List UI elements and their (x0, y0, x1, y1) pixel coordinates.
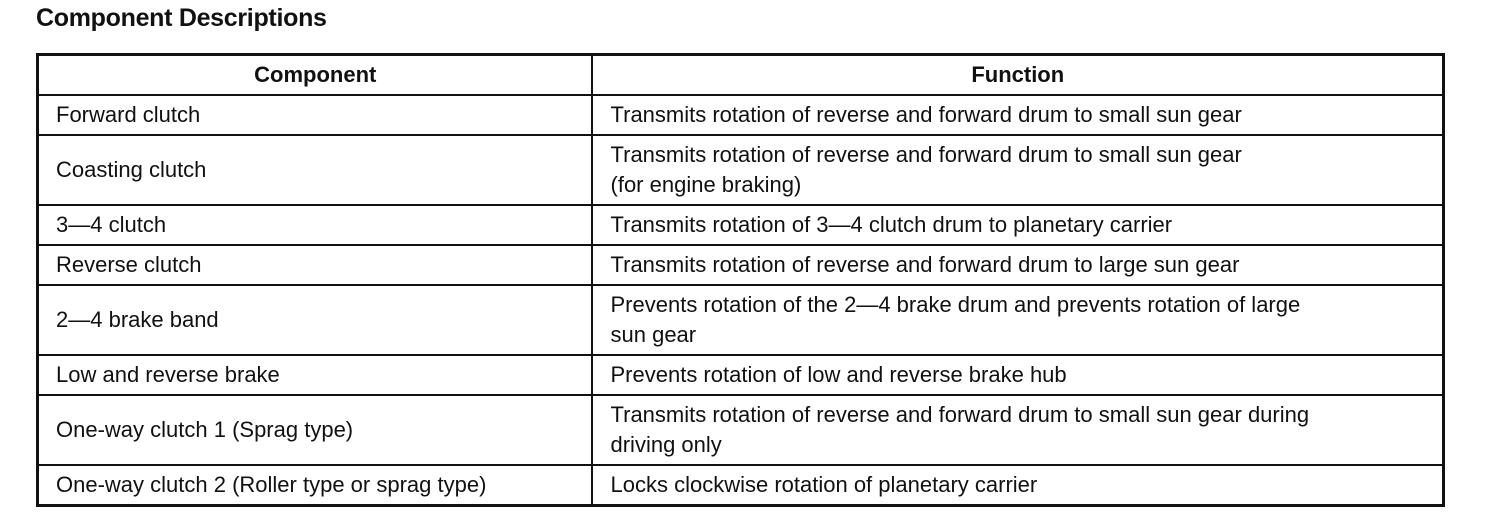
function-text: Locks clockwise rotation of planetary carrier (610, 472, 1038, 497)
table-row (38, 95, 1444, 135)
page-title: Component Descriptions (36, 4, 327, 32)
component-cell: 2—4 brake band (38, 285, 592, 355)
component-cell: Low and reverse brake (38, 355, 592, 395)
component-cell: Coasting clutch (38, 135, 592, 205)
component-table (36, 53, 1445, 507)
function-text: Transmits rotation of reverse and forward drum to small sun gear (610, 102, 1242, 127)
function-cell (592, 465, 1444, 506)
function-text: driving only (610, 432, 722, 457)
table-row (38, 355, 1444, 395)
function-text: sun gear (610, 322, 697, 347)
component-cell: Forward clutch (38, 95, 592, 135)
function-text: Transmits rotation of reverse and forward drum to small sun gear during (610, 402, 1310, 427)
function-cell (592, 245, 1444, 285)
function-cell (592, 395, 1444, 465)
function-cell (592, 95, 1444, 135)
function-cell (592, 205, 1444, 245)
column-header-function: Function (592, 55, 1444, 96)
function-text: (for engine braking) (610, 172, 802, 197)
function-text: Prevents rotation of the 2—4 brake drum and prevents rotation of large (610, 292, 1301, 317)
function-text: Transmits rotation of 3—4 clutch drum to planetary carrier (610, 212, 1173, 237)
table-row (38, 465, 1444, 506)
table-row (38, 285, 1444, 355)
function-text: Prevents rotation of low and reverse brake hub (610, 362, 1067, 387)
table-header-row (38, 55, 1444, 96)
column-header-component: Component (38, 55, 592, 96)
table-row (38, 395, 1444, 465)
function-cell (592, 355, 1444, 395)
function-text: Transmits rotation of reverse and forward drum to small sun gear (610, 142, 1242, 167)
table-row (38, 135, 1444, 205)
component-cell: Reverse clutch (38, 245, 592, 285)
component-cell: 3—4 clutch (38, 205, 592, 245)
component-cell: One-way clutch 1 (Sprag type) (38, 395, 592, 465)
function-text: Transmits rotation of reverse and forward drum to large sun gear (610, 252, 1240, 277)
component-cell: One-way clutch 2 (Roller type or sprag type) (38, 465, 592, 506)
table-row (38, 245, 1444, 285)
function-cell (592, 285, 1444, 355)
table-row (38, 205, 1444, 245)
function-cell (592, 135, 1444, 205)
